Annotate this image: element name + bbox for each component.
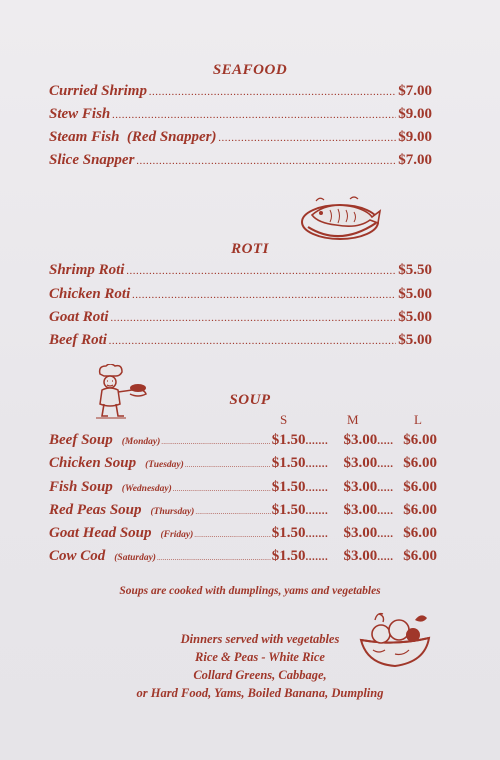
leader-dots — [112, 109, 396, 121]
item-name: Shrimp Roti — [49, 262, 125, 278]
seafood-heading: SEAFOOD — [212, 62, 288, 78]
leader-dots — [111, 312, 397, 324]
soup-day: (Saturday) — [114, 553, 156, 563]
item-name: Chicken Roti — [49, 286, 131, 302]
item-price: $5.00 — [398, 332, 432, 348]
item-name: Curried Shrimp — [49, 83, 147, 99]
leader-dots: ..... — [377, 482, 394, 494]
leader-dots — [149, 86, 396, 98]
leader-dots — [126, 265, 396, 277]
menu-item-slice-snapper — [49, 152, 432, 169]
soup-name: Fish Soup — [49, 479, 113, 495]
leader-dots — [194, 531, 271, 539]
soup-row-beef — [49, 432, 437, 449]
menu-item-curried-shrimp — [49, 83, 432, 100]
item-price: $5.00 — [398, 309, 432, 325]
menu-item-goat-roti — [49, 309, 432, 326]
price-small: $1.50 — [271, 548, 306, 564]
leader-dots: ....... — [305, 482, 329, 494]
price-large: $6.00 — [403, 525, 437, 541]
leader-dots — [195, 508, 270, 516]
price-large: $6.00 — [403, 502, 437, 518]
soup-name: Chicken Soup — [49, 455, 137, 471]
size-header-m: M — [347, 412, 359, 427]
item-name: Slice Snapper — [49, 152, 135, 168]
soup-name: Cow Cod — [49, 548, 106, 564]
leader-dots — [136, 155, 396, 167]
price-small: $1.50 — [271, 455, 306, 471]
soup-day: (Tuesday) — [145, 460, 184, 470]
dinners-line-4: or Hard Food, Yams, Boiled Banana, Dumpling — [136, 686, 384, 700]
price-small: $1.50 — [271, 479, 306, 495]
leader-dots: ..... — [377, 505, 394, 517]
price-large: $6.00 — [403, 432, 437, 448]
price-small: $1.50 — [271, 502, 306, 518]
leader-dots — [185, 461, 271, 469]
soup-day: (Friday) — [160, 530, 194, 540]
leader-dots — [132, 289, 396, 301]
price-medium: $3.00 — [343, 548, 378, 564]
item-price: $7.00 — [398, 83, 432, 99]
leader-dots: ....... — [305, 505, 329, 517]
price-medium: $3.00 — [343, 479, 378, 495]
leader-dots — [161, 438, 270, 446]
menu-item-steam-fish — [49, 129, 432, 146]
price-large: $6.00 — [403, 548, 437, 564]
leader-dots: ..... — [377, 458, 394, 470]
soup-day: (Wednesday) — [121, 484, 172, 494]
item-price: $7.00 — [398, 152, 432, 168]
item-name: Steam Fish (Red Snapper) — [49, 129, 217, 145]
leader-dots — [173, 485, 271, 493]
soup-row-fish — [49, 479, 437, 496]
menu-item-stew-fish — [49, 106, 432, 123]
leader-dots: ..... — [377, 528, 394, 540]
leader-dots: ....... — [305, 528, 329, 540]
price-large: $6.00 — [403, 479, 437, 495]
soup-name: Beef Soup — [49, 432, 113, 448]
menu-item-beef-roti — [49, 332, 432, 349]
soup-row-goat-head — [49, 525, 437, 542]
fish-platter-icon — [298, 193, 384, 248]
price-medium: $3.00 — [343, 525, 378, 541]
item-price: $5.00 — [398, 286, 432, 302]
leader-dots: ....... — [305, 435, 329, 447]
menu-item-chicken-roti — [49, 286, 432, 303]
price-large: $6.00 — [403, 455, 437, 471]
leader-dots: ..... — [377, 435, 394, 447]
price-medium: $3.00 — [343, 455, 378, 471]
soup-row-chicken — [49, 455, 437, 472]
soup-day: (Monday) — [121, 437, 161, 447]
item-name: Stew Fish — [49, 106, 111, 122]
soup-row-cow-cod — [49, 548, 437, 565]
item-price: $9.00 — [398, 106, 432, 122]
leader-dots — [219, 132, 397, 144]
soup-row-red-peas — [49, 502, 437, 519]
leader-dots: ....... — [305, 551, 329, 563]
item-price: $5.50 — [398, 262, 432, 278]
leader-dots: ..... — [377, 551, 394, 563]
menu-item-shrimp-roti — [49, 262, 432, 279]
soup-day: (Thursday) — [150, 507, 195, 517]
item-name: Goat Roti — [49, 309, 109, 325]
price-small: $1.50 — [271, 432, 306, 448]
soup-heading: SOUP — [229, 392, 271, 408]
item-price: $9.00 — [398, 129, 432, 145]
item-name: Beef Roti — [49, 332, 107, 348]
roti-heading: ROTI — [231, 241, 269, 257]
size-header-s: S — [280, 412, 288, 427]
size-header-l: L — [414, 412, 422, 427]
soup-name: Red Peas Soup — [49, 502, 142, 518]
leader-dots — [157, 554, 271, 562]
price-medium: $3.00 — [343, 432, 378, 448]
price-small: $1.50 — [271, 525, 306, 541]
dinners-line-3: Collard Greens, Cabbage, — [193, 668, 327, 682]
soup-note: Soups are cooked with dumplings, yams and vegetables — [119, 585, 381, 597]
dinners-line-1: Dinners served with vegetables — [180, 632, 340, 646]
price-medium: $3.00 — [343, 502, 378, 518]
dinners-line-2: Rice & Peas - White Rice — [195, 650, 325, 664]
leader-dots — [109, 335, 396, 347]
leader-dots: ....... — [305, 458, 329, 470]
soup-name: Goat Head Soup — [49, 525, 152, 541]
